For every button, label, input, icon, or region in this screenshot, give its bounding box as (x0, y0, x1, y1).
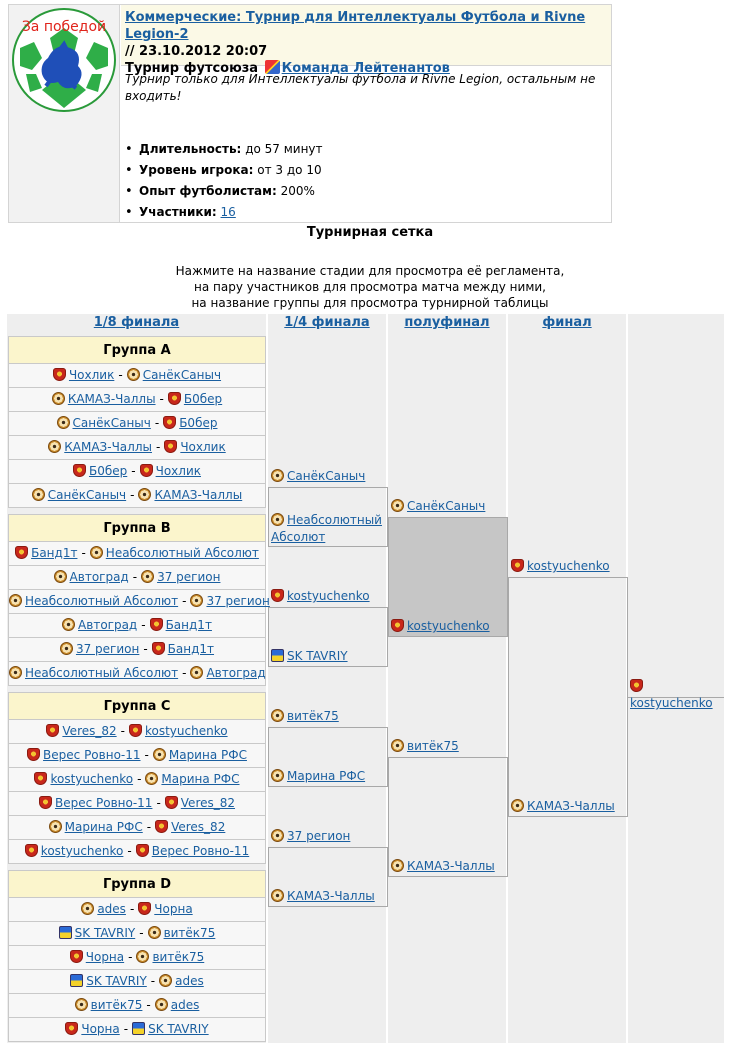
team-ball-icon (190, 666, 203, 679)
team-link[interactable]: SK TAVRIY (74, 926, 136, 940)
team-link[interactable]: Неабсолютный Абсолют (271, 513, 382, 544)
team-link[interactable]: Автоград (78, 618, 138, 632)
team-shield-icon (164, 440, 177, 453)
team-link[interactable]: Б0бер (183, 392, 223, 406)
team-link[interactable]: kostyuchenko (40, 844, 124, 858)
tournament-date: // 23.10.2012 20:07 (125, 44, 268, 59)
param-item (125, 181, 323, 202)
pair-separator: - (132, 570, 138, 584)
pair-separator: - (118, 368, 123, 382)
param-label: Уровень игрока: (139, 163, 254, 177)
quarterfinal-slot[interactable] (271, 648, 386, 665)
pair-separator: - (123, 1022, 129, 1036)
hint-line: на пару участников для просмотра матча между ними, (194, 280, 546, 294)
team-shield-icon (138, 902, 151, 915)
team-ball-icon (391, 739, 404, 752)
team-shield-icon (168, 392, 181, 405)
match-pair[interactable] (8, 720, 266, 744)
team-link[interactable]: Неабсолютный Абсолют (25, 594, 179, 608)
team-ball-icon (49, 820, 62, 833)
team-link[interactable]: витёк75 (287, 709, 339, 723)
quarterfinal-slot[interactable] (271, 468, 386, 485)
match-pair[interactable] (8, 922, 266, 946)
tournament-title-link[interactable]: Коммерческие: Турнир для Интеллектуалы Футбола и Rivne Legion-2 (125, 10, 586, 42)
match-pair[interactable] (8, 792, 266, 816)
match-pair[interactable] (8, 744, 266, 768)
pair-separator: - (155, 440, 161, 454)
team-link[interactable]: Veres_82 (171, 820, 226, 834)
match-pair[interactable] (8, 566, 266, 590)
description-cell (121, 67, 611, 222)
ukraine-flag-icon (132, 1022, 145, 1035)
team-shield-icon (65, 1022, 78, 1035)
team-shield-icon (630, 679, 643, 692)
tournament-bracket (7, 314, 724, 1043)
team-shield-icon (165, 796, 178, 809)
team-link[interactable]: ades (97, 902, 126, 916)
param-label: Длительность: (139, 142, 242, 156)
match-pair[interactable] (8, 436, 266, 460)
title-cell (121, 5, 611, 76)
match-pair[interactable] (8, 768, 266, 792)
team-link[interactable]: Б0бер (179, 416, 218, 430)
team-link[interactable]: kostyuchenko (144, 724, 228, 738)
team-link[interactable]: КАМАЗ-Чаллы (407, 859, 495, 873)
team-shield-icon (391, 619, 404, 632)
team-shield-icon (15, 546, 28, 559)
pair-separator: - (159, 392, 164, 406)
team-ball-icon (32, 488, 45, 501)
pair-separator: - (139, 926, 144, 940)
team-ball-icon (159, 974, 172, 987)
team-ball-icon (48, 440, 61, 453)
team-shield-icon (73, 464, 86, 477)
param-value: 200% (280, 184, 315, 198)
team-link[interactable]: Автоград (206, 666, 266, 680)
pair-separator: - (146, 998, 151, 1012)
team-ball-icon (271, 769, 284, 782)
team-ball-icon (190, 594, 203, 607)
final-slot[interactable] (511, 558, 626, 575)
team-shield-icon (46, 724, 59, 737)
match-pair[interactable] (8, 840, 266, 864)
team-link[interactable]: Банд1т (165, 618, 212, 632)
match-pair[interactable] (8, 994, 266, 1018)
pair-separator: - (129, 902, 135, 916)
team-ball-icon (52, 392, 65, 405)
team-link[interactable]: Чорна (154, 902, 193, 916)
team-link[interactable]: SK TAVRIY (287, 649, 348, 663)
team-link[interactable]: Верес Ровно-11 (151, 844, 250, 858)
team-link[interactable]: SK TAVRIY (86, 974, 147, 988)
tournament-type: Турнир футсоюза (125, 61, 259, 76)
team-ball-icon (75, 998, 88, 1011)
team-ball-icon (145, 772, 158, 785)
match-pair[interactable] (8, 614, 266, 638)
team-link[interactable]: витёк75 (152, 950, 205, 964)
tournament-header (8, 4, 612, 223)
team-link[interactable]: Чорна (81, 1022, 120, 1036)
team-link[interactable]: СанёкСаныч (142, 368, 222, 382)
tournament-params (125, 139, 323, 223)
team-link[interactable]: СанёкСаныч (407, 499, 486, 513)
group-header-link[interactable]: Группа C (8, 692, 266, 720)
quarterfinal-slot[interactable] (271, 768, 386, 785)
stage-link-quarterfinal[interactable]: 1/4 финала (284, 315, 370, 330)
team-link[interactable]: Марина РФС (161, 772, 240, 786)
team-link[interactable]: КАМАЗ-Чаллы (527, 799, 615, 813)
param-value: до 57 минут (245, 142, 323, 156)
team-ball-icon (153, 748, 166, 761)
pair-separator: - (154, 416, 160, 430)
team-ball-icon (271, 513, 284, 526)
team-shield-icon (140, 464, 153, 477)
match-pair[interactable] (8, 662, 266, 686)
team-ball-icon (391, 859, 404, 872)
team-ball-icon (90, 546, 103, 559)
pair-separator: - (81, 546, 86, 560)
match-pair[interactable] (8, 1018, 266, 1042)
team-link[interactable]: Марина РФС (287, 769, 366, 783)
pair-separator: - (137, 772, 142, 786)
team-shield-icon (136, 844, 149, 857)
team-ball-icon (271, 829, 284, 842)
pair-separator: - (131, 464, 136, 478)
pair-separator: - (130, 488, 135, 502)
team-link[interactable]: Veres_82 (180, 796, 236, 810)
team-link[interactable]: Чохлик (68, 368, 115, 382)
match-pair[interactable] (8, 638, 266, 662)
match-pair[interactable] (8, 388, 266, 412)
team-link[interactable]: kostyuchenko (630, 696, 713, 710)
team-shield-icon (39, 796, 52, 809)
team-link[interactable]: Марина РФС (64, 820, 143, 834)
group-header-link[interactable]: Группа A (8, 336, 266, 364)
team-link[interactable]: Veres_82 (62, 724, 117, 738)
team-ball-icon (54, 570, 67, 583)
team-shield-icon (511, 559, 524, 572)
team-link[interactable]: СанёкСаныч (72, 416, 151, 430)
team-link[interactable]: витёк75 (407, 739, 459, 753)
match-pair[interactable] (8, 590, 270, 614)
match-pair[interactable] (8, 364, 266, 388)
team-ball-icon (511, 799, 524, 812)
pair-separator: - (156, 796, 161, 810)
column-bg-quarterfinal (268, 314, 386, 1043)
ukraine-flag-icon (271, 649, 284, 662)
match-pair[interactable] (8, 898, 266, 922)
team-link[interactable]: Команда Лейтенантов (281, 61, 450, 76)
match-pair[interactable] (8, 460, 266, 484)
team-link[interactable]: 37 регион (75, 642, 140, 656)
param-label: Участники: (139, 205, 217, 219)
team-shield-icon (70, 950, 83, 963)
hint-line: на название группы для просмотра турнирной таблицы (191, 296, 549, 310)
team-shield-icon (53, 368, 66, 381)
team-link[interactable]: Банд1т (167, 642, 215, 656)
param-item (125, 160, 323, 181)
participants-link[interactable]: 16 (220, 205, 236, 219)
pair-separator: - (143, 642, 148, 656)
team-ball-icon (155, 998, 168, 1011)
pair-separator: - (182, 594, 187, 608)
pair-separator: - (146, 820, 152, 834)
semifinal-slot[interactable] (391, 738, 506, 755)
team-ball-icon (148, 926, 161, 939)
semifinal-slot[interactable] (391, 618, 506, 635)
team-link[interactable]: Автоград (69, 570, 129, 584)
quarterfinal-slot[interactable] (271, 588, 386, 605)
team-shield-icon (152, 642, 165, 655)
team-link[interactable]: Марина РФС (168, 748, 247, 762)
team-ball-icon (271, 709, 284, 722)
team-ball-icon (62, 618, 75, 631)
team-ball-icon (138, 488, 151, 501)
team-ball-icon (271, 469, 284, 482)
ukraine-flag-icon (70, 974, 83, 987)
team-ball-icon (141, 570, 154, 583)
team-ball-icon (60, 642, 73, 655)
match-pair[interactable] (8, 970, 266, 994)
team-ball-icon (9, 594, 22, 607)
team-shield-icon (163, 416, 176, 429)
team-ball-icon (9, 666, 22, 679)
quarterfinal-slot[interactable] (271, 512, 386, 546)
final-slot[interactable] (511, 798, 626, 815)
team-ball-icon (271, 889, 284, 902)
match-pair[interactable] (8, 946, 266, 970)
team-shield-icon (34, 772, 47, 785)
winner-slot[interactable] (630, 678, 725, 712)
team-link[interactable]: kostyuchenko (527, 559, 610, 573)
team-ball-icon (81, 902, 94, 915)
stage-link-semifinal[interactable]: полуфинал (404, 315, 490, 330)
team-link[interactable]: Неабсолютный Абсолют (25, 666, 179, 680)
team-shield-icon (27, 748, 40, 761)
ukraine-flag-icon (59, 926, 72, 939)
final-connector (508, 577, 628, 817)
team-link[interactable]: КАМАЗ-Чаллы (67, 392, 156, 406)
semifinal-slot[interactable] (391, 498, 506, 515)
team-link[interactable]: Неабсолютный Абсолют (105, 546, 259, 560)
team-link[interactable]: 37 регион (206, 594, 270, 608)
team-ball-icon (391, 499, 404, 512)
pair-separator: - (150, 974, 156, 988)
quarterfinal-slot[interactable] (271, 828, 386, 845)
team-link[interactable]: 37 регион (157, 570, 221, 584)
group-header-link[interactable]: Группа D (8, 870, 266, 898)
team-link[interactable]: витёк75 (163, 926, 216, 940)
team-link[interactable]: Верес Ровно-11 (54, 796, 153, 810)
param-item (125, 202, 323, 223)
grid-title: Турнирная сетка (306, 225, 434, 240)
team-logo (12, 8, 116, 112)
stage-link-round-of-16[interactable]: 1/8 финала (93, 315, 180, 330)
stage-link-final[interactable]: финал (542, 315, 592, 330)
team-shield-icon (129, 724, 142, 737)
quarterfinal-slot[interactable] (271, 708, 386, 725)
quarterfinal-slot[interactable] (271, 888, 386, 905)
grid-hint (0, 263, 730, 311)
team-link[interactable]: SK TAVRIY (148, 1022, 209, 1036)
param-value: от 3 до 10 (257, 163, 322, 177)
team-link[interactable]: Чорна (85, 950, 125, 964)
pair-separator: - (128, 950, 133, 964)
team-link[interactable]: kostyuchenko (287, 589, 370, 603)
match-pair[interactable] (8, 816, 266, 840)
match-pair[interactable] (8, 484, 266, 508)
group-header-link[interactable]: Группа B (8, 514, 266, 542)
team-ball-icon (57, 416, 70, 429)
team-link[interactable]: КАМАЗ-Чаллы (64, 440, 152, 454)
pair-separator: - (127, 844, 132, 858)
column-bg-semifinal (388, 314, 506, 1043)
team-link[interactable]: Чохлик (180, 440, 226, 454)
team-link[interactable]: Б0бер (88, 464, 128, 478)
pair-separator: - (120, 724, 125, 738)
team-shield-icon (155, 820, 168, 833)
team-link[interactable]: витёк75 (90, 998, 143, 1012)
logo-text: За победой (21, 19, 107, 35)
team-link[interactable]: Верес Ровно-11 (43, 748, 141, 762)
team-shield-icon (271, 589, 284, 602)
team-link[interactable]: ades (170, 998, 200, 1012)
team-ball-icon (136, 950, 149, 963)
team-ball-icon (127, 368, 140, 381)
team-link[interactable]: КАМАЗ-Чаллы (287, 889, 375, 903)
team-link[interactable]: Банд1т (31, 546, 78, 560)
hint-line: Нажмите на название стадии для просмотра её регламента, (175, 264, 565, 278)
team-link[interactable]: Чохлик (155, 464, 201, 478)
team-link[interactable]: ades (175, 974, 204, 988)
pair-separator: - (141, 618, 146, 632)
team-link[interactable]: kostyuchenko (50, 772, 134, 786)
team-shield-icon (25, 844, 38, 857)
param-item (125, 139, 323, 160)
tournament-description: Турнир только для Интеллектуалы футбола и Rivne Legion, остальным не входить! (125, 72, 596, 103)
match-pair[interactable] (8, 412, 266, 436)
team-link[interactable]: 37 регион (287, 829, 351, 843)
semifinal-slot[interactable] (391, 858, 506, 875)
match-pair[interactable] (8, 542, 266, 566)
team-link[interactable]: СанёкСаныч (47, 488, 127, 502)
team-link[interactable]: СанёкСаныч (287, 469, 366, 483)
pair-separator: - (144, 748, 149, 762)
team-link[interactable]: kostyuchenko (407, 619, 490, 633)
pair-separator: - (182, 666, 187, 680)
logo-cell (9, 5, 120, 222)
param-label: Опыт футболистам: (139, 184, 277, 198)
team-link[interactable]: КАМАЗ-Чаллы (154, 488, 243, 502)
team-shield-icon (150, 618, 163, 631)
